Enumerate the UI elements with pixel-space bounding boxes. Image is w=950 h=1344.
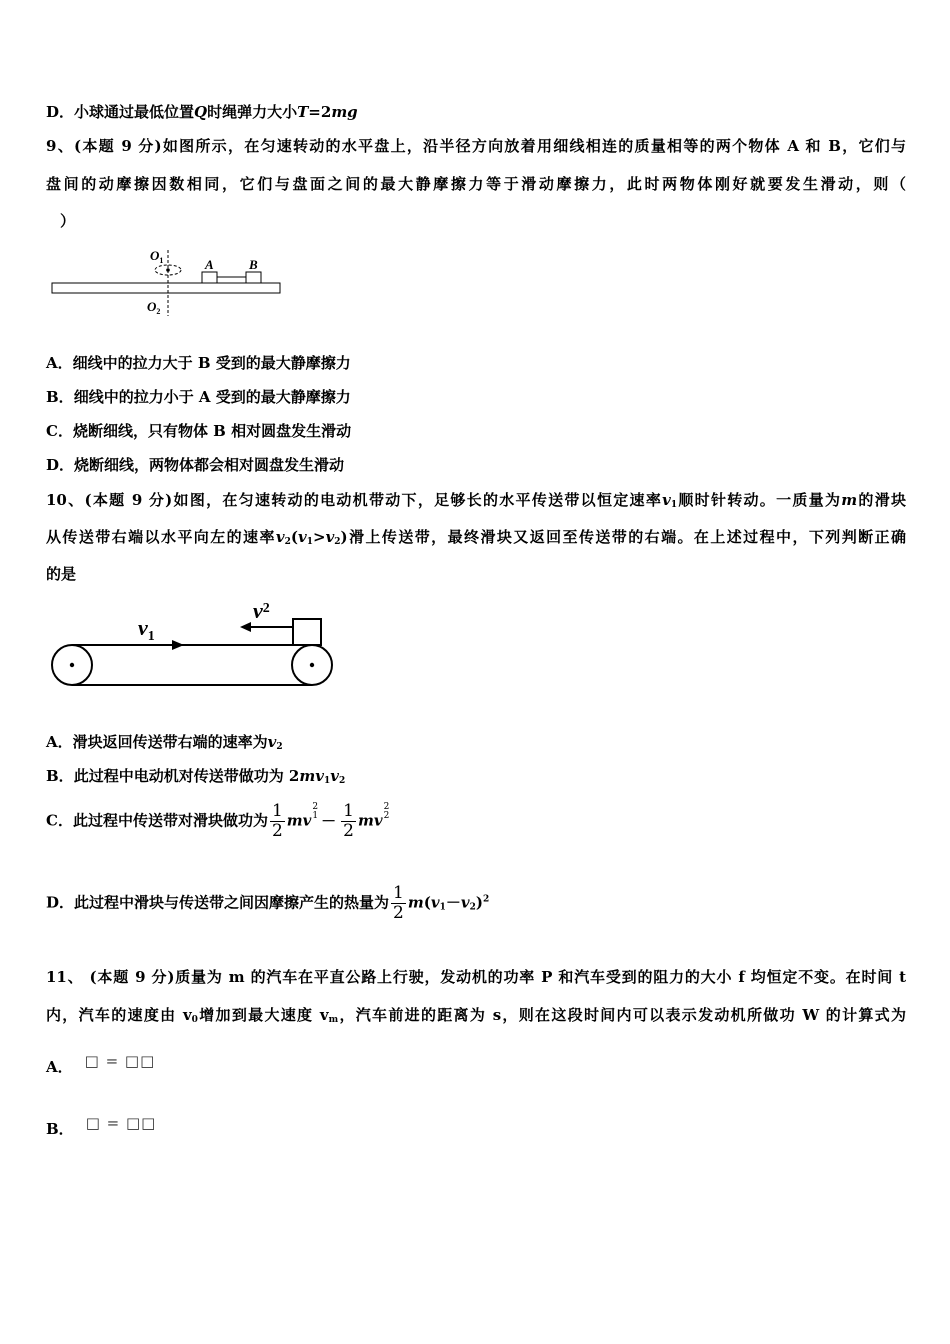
right-pulley-axle — [310, 663, 314, 667]
q9-option-d: D．烧断细线，两物体都会相对圆盘发生滑动 — [46, 456, 345, 474]
q10-option-c: C．此过程中传送带对滑块做功为 $\frac{1}{2}$ mv2 1 － $\frac{1}{2}$ mv2 2 — [46, 801, 390, 841]
q11-stem-line1: 11、 (本题 9 分)质量为 m 的汽车在平直公路上行驶，发动机的功率 P 和汽车受到的阻力的大小 f 均恒定不变。在时间 t — [46, 968, 907, 986]
q10-option-d: D．此过程中滑块与传送带之间因摩擦产生的热量为 $\frac{1}{2}$ $m(v_1-v_2)^2$ — [46, 883, 490, 923]
v2-arrowhead — [240, 622, 251, 632]
q10-conveyor-figure — [46, 600, 346, 695]
q9-option-c: C．烧断细线，只有物体 B 相对圆盘发生滑动 — [46, 422, 352, 440]
axis-dot — [166, 268, 170, 272]
q9-option-a: A．细线中的拉力大于 B 受到的最大静摩擦力 — [46, 354, 351, 372]
label-b: B — [249, 257, 258, 272]
label-a: A — [205, 257, 214, 272]
slider-block — [293, 619, 321, 645]
fraction-half: $\frac{1}{2}$ — [271, 801, 283, 841]
disc-plate — [52, 283, 280, 293]
label-o1: $O_1$ — [150, 248, 164, 265]
left-pulley-axle — [70, 663, 74, 667]
fraction-half: $\frac{1}{2}$ — [393, 883, 404, 923]
q9-stem-line1: 9、(本题 9 分)如图所示，在匀速转动的水平盘上，沿半径方向放着用细线相连的质量相等的两个物体 A 和 B，它们与 — [46, 137, 906, 155]
missing-formula: □ = □□ — [85, 1114, 157, 1132]
q10-option-b: B．此过程中电动机对传送带做功为 $2mv_1v_2$ — [46, 767, 346, 786]
q9-option-b: B．细线中的拉力小于 A 受到的最大静摩擦力 — [46, 388, 351, 406]
v1-arrowhead — [172, 640, 184, 650]
label-v1: $v_1$ — [138, 615, 155, 644]
block-b — [246, 272, 261, 283]
q10-stem-line3: 的是 — [46, 565, 77, 583]
q9-stem-line2: 盘间的动摩擦因数相同，它们与盘面之间的最大静摩擦力等于滑动摩擦力，此时两物体刚好就要发生滑动，则（ — [46, 175, 906, 193]
q11-stem-line2: 内，汽车的速度由 $v_0$增加到最大速度 $v_m$，汽车前进的距离为 s，则在这段时间内可以表示发动机所做功 W 的计算式为 — [46, 1006, 906, 1025]
q9-disc-figure — [46, 240, 296, 320]
q8-option-d: D．小球通过最低位置Q时绳弹力大小T=2mg — [46, 103, 358, 121]
q11-option-a: A． □ = □□ — [46, 1052, 156, 1076]
block-a — [202, 272, 217, 283]
q10-stem-line1: 10、(本题 9 分)如图，在匀速转动的电动机带动下，足够长的水平传送带以恒定速率$v_1$顺时针转动。一质量为m的滑块 — [46, 491, 906, 510]
q11-option-b: B． □ = □□ — [46, 1114, 157, 1138]
missing-formula: □ = □□ — [84, 1052, 156, 1070]
q9-stem-line3: ） — [60, 212, 76, 230]
q10-option-a: A．滑块返回传送带右端的速率为$v_2$ — [46, 733, 283, 752]
fraction-half: $\frac{1}{2}$ — [343, 801, 354, 841]
label-v2: $v^2$ — [253, 600, 270, 623]
label-o2: $O_2$ — [147, 299, 161, 316]
q10-stem-line2: 从传送带右端以水平向左的速率$v_2(v_1>v_2)$滑上传送带，最终滑块又返回至传送带的右端。在上述过程中，下列判断正确 — [46, 528, 906, 547]
